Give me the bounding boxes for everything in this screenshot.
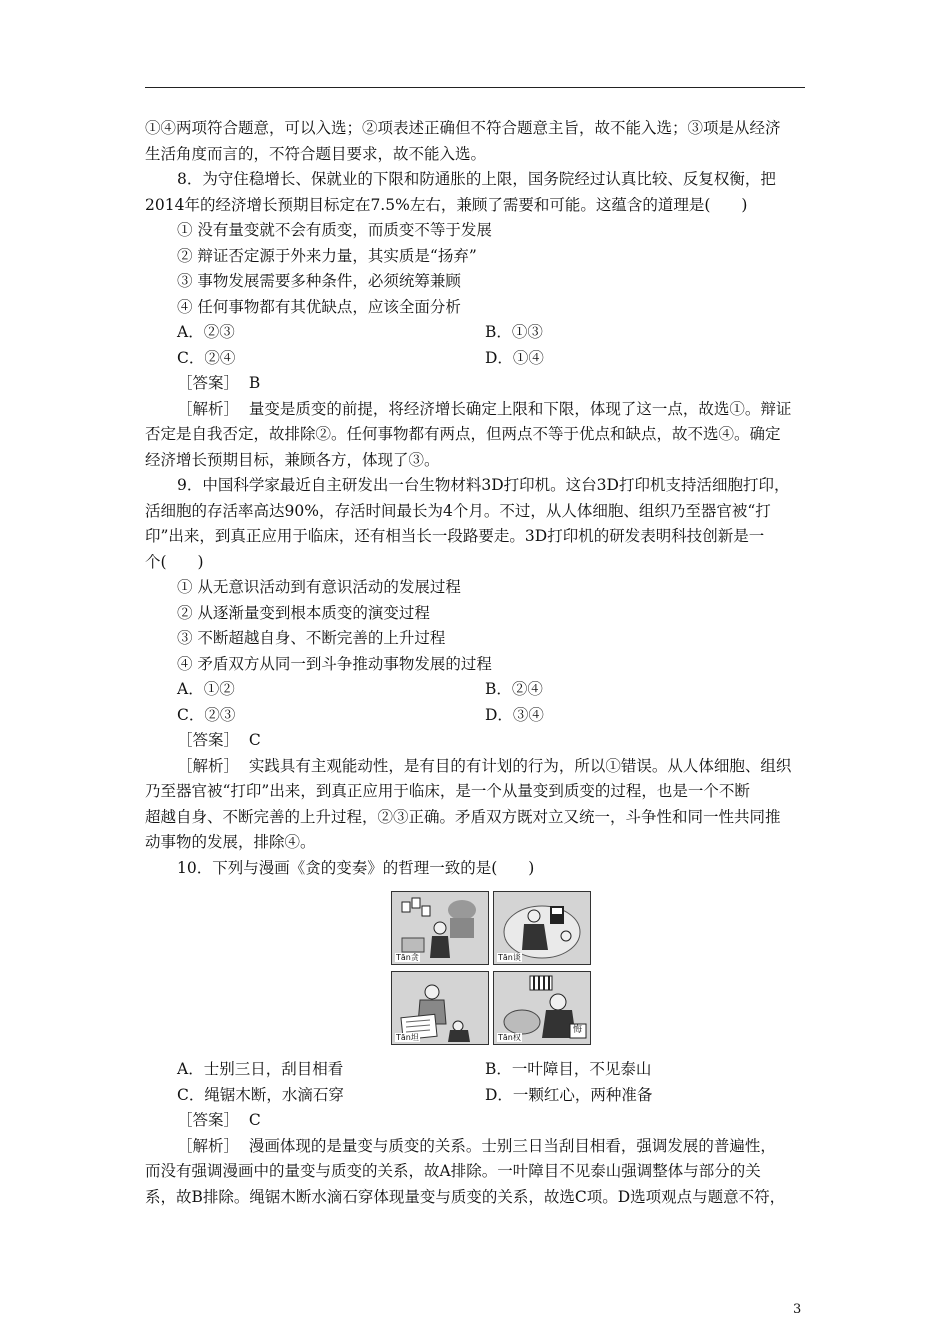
analysis-tag: ［解析］: [177, 399, 240, 418]
option-a: A．②③: [177, 323, 235, 341]
answer-tag: ［答案］: [177, 1111, 240, 1129]
cartoon-panel-4: [493, 971, 591, 1045]
question-9-statement: ③ 不断超越自身、不断完善的上升过程: [177, 629, 446, 647]
question-9-options: [145, 703, 807, 729]
question-8-statement: ③ 事物发展需要多种条件，必须统筹兼顾: [177, 272, 461, 290]
text-line: ①④两项符合题意，可以入选；②项表述正确但不符合题意主旨，故不能入选；③项是从经济: [145, 119, 781, 137]
cartoon-panel-3: [391, 971, 489, 1045]
analysis-text: 乃至器官被“打印”出来，到真正应用于临床，是一个从量变到质变的过程，也是一个不断: [145, 782, 750, 800]
question-9-options: [145, 677, 807, 703]
panel-label: Tān坦: [396, 1033, 419, 1042]
analysis-text: 超越自身、不断完善的上升过程，②③正确。矛盾双方既对立又统一，斗争性和同一性共同推: [145, 807, 781, 826]
cartoon-panel-1: [391, 891, 489, 965]
question-9-statement: ① 从无意识活动到有意识活动的发展过程: [177, 578, 461, 596]
analysis-tag: ［解析］: [177, 1136, 240, 1155]
answer-tag: ［答案］: [177, 374, 240, 392]
option-a: A．①②: [177, 680, 235, 698]
analysis-text: 动事物的发展，排除④。: [145, 833, 316, 851]
question-8-analysis: [145, 397, 807, 423]
panel-label: Tān贪: [396, 953, 419, 962]
question-8-stem: 8．为守住稳增长、保就业的下限和防通胀的上限，国务院经过认真比较、反复权衡，把: [177, 170, 776, 188]
analysis-text: 系，故B排除。绳锯木断水滴石穿体现量变与质变的关系，故选C项。D选项观点与题意不符，: [145, 1187, 786, 1206]
question-10-stem: 10．下列与漫画《贪的变奏》的哲理一致的是( ): [177, 858, 535, 877]
question-9-stem: 9．中国科学家最近自主研发出一台生物材料3D打印机。这台3D打印机支持活细胞打印，: [177, 476, 790, 494]
option-a: A．士别三日，刮目相看: [177, 1060, 344, 1078]
cartoon-panel-2: [493, 891, 591, 965]
question-8-statement: ④ 任何事物都有其优缺点，应该全面分析: [177, 297, 461, 316]
question-10-analysis: [145, 1134, 807, 1160]
question-8-stem: 2014年的经济增长预期目标定在7.5%左右，兼顾了需要和可能。这蕴含的道理是( ): [145, 195, 748, 214]
option-d: D．一颗红心，两种准备: [485, 1085, 653, 1104]
question-8-options: [145, 320, 807, 346]
question-9-stem: 活细胞的存活率高达90%，存活时间最长为4个月。不过，从人体细胞、组织乃至器官被“打: [145, 501, 771, 520]
text-line: 生活角度而言的，不符合题目要求，故不能入选。: [145, 144, 487, 163]
question-9-analysis: [145, 754, 807, 780]
page-content: [145, 116, 807, 1210]
option-c: C．绳锯木断，水滴石穿: [177, 1085, 344, 1104]
answer-tag: ［答案］: [177, 731, 240, 749]
question-9-answer: [145, 728, 807, 754]
question-9-statement: ② 从逐渐量变到根本质变的演变过程: [177, 603, 430, 622]
analysis-text: 量变是质变的前提，将经济增长确定上限和下限，体现了这一点，故选①。辩证: [248, 399, 792, 418]
question-9-stem: 个( ): [145, 552, 204, 571]
panel-label: Tān权: [498, 1033, 521, 1042]
cartoon-image: [391, 891, 591, 1045]
question-9-statement: ④ 矛盾双方从同一到斗争推动事物发展的过程: [177, 654, 492, 673]
question-8-statement: ① 没有量变就不会有质变，而质变不等于发展: [177, 221, 492, 239]
analysis-text: 漫画体现的是量变与质变的关系。士别三日当刮目相看，强调发展的普遍性，: [248, 1136, 776, 1155]
answer-value: C: [248, 731, 261, 749]
question-9-stem: 印”出来，到真正应用于临床，还有相当长一段路要走。3D打印机的研发表明科技创新是一: [145, 527, 765, 545]
question-8-answer: [145, 371, 807, 397]
option-d: D．③④: [485, 705, 544, 724]
option-b: B．一叶障目，不见泰山: [485, 1060, 652, 1078]
page-number: 3: [793, 1302, 802, 1317]
analysis-tag: ［解析］: [177, 756, 240, 775]
question-8-statement: ② 辩证否定源于外来力量，其实质是“扬弃”: [177, 246, 477, 265]
analysis-text: 经济增长预期目标，兼顾各方，体现了③。: [145, 450, 440, 469]
question-10-answer: [145, 1108, 807, 1134]
option-d: D．①④: [485, 348, 544, 367]
question-10-options: [145, 1057, 807, 1083]
question-10-options: [145, 1083, 807, 1109]
option-b: B．②④: [485, 680, 543, 698]
answer-value: B: [248, 374, 261, 392]
panel-sign: 悔: [573, 1025, 583, 1035]
option-b: B．①③: [485, 323, 543, 341]
option-c: C．②③: [177, 705, 236, 724]
analysis-text: 而没有强调漫画中的量变与质变的关系，故A排除。一叶障目不见泰山强调整体与部分的关: [145, 1162, 761, 1180]
option-c: C．②④: [177, 348, 236, 367]
question-8-options: [145, 346, 807, 372]
panel-label: Tān谈: [498, 953, 521, 962]
answer-value: C: [248, 1111, 261, 1129]
header-rule: [145, 87, 805, 88]
analysis-text: 实践具有主观能动性，是有目的有计划的行为，所以①错误。从人体细胞、组织: [248, 756, 792, 775]
analysis-text: 否定是自我否定，故排除②。任何事物都有两点，但两点不等于优点和缺点，故不选④。确定: [145, 425, 781, 443]
